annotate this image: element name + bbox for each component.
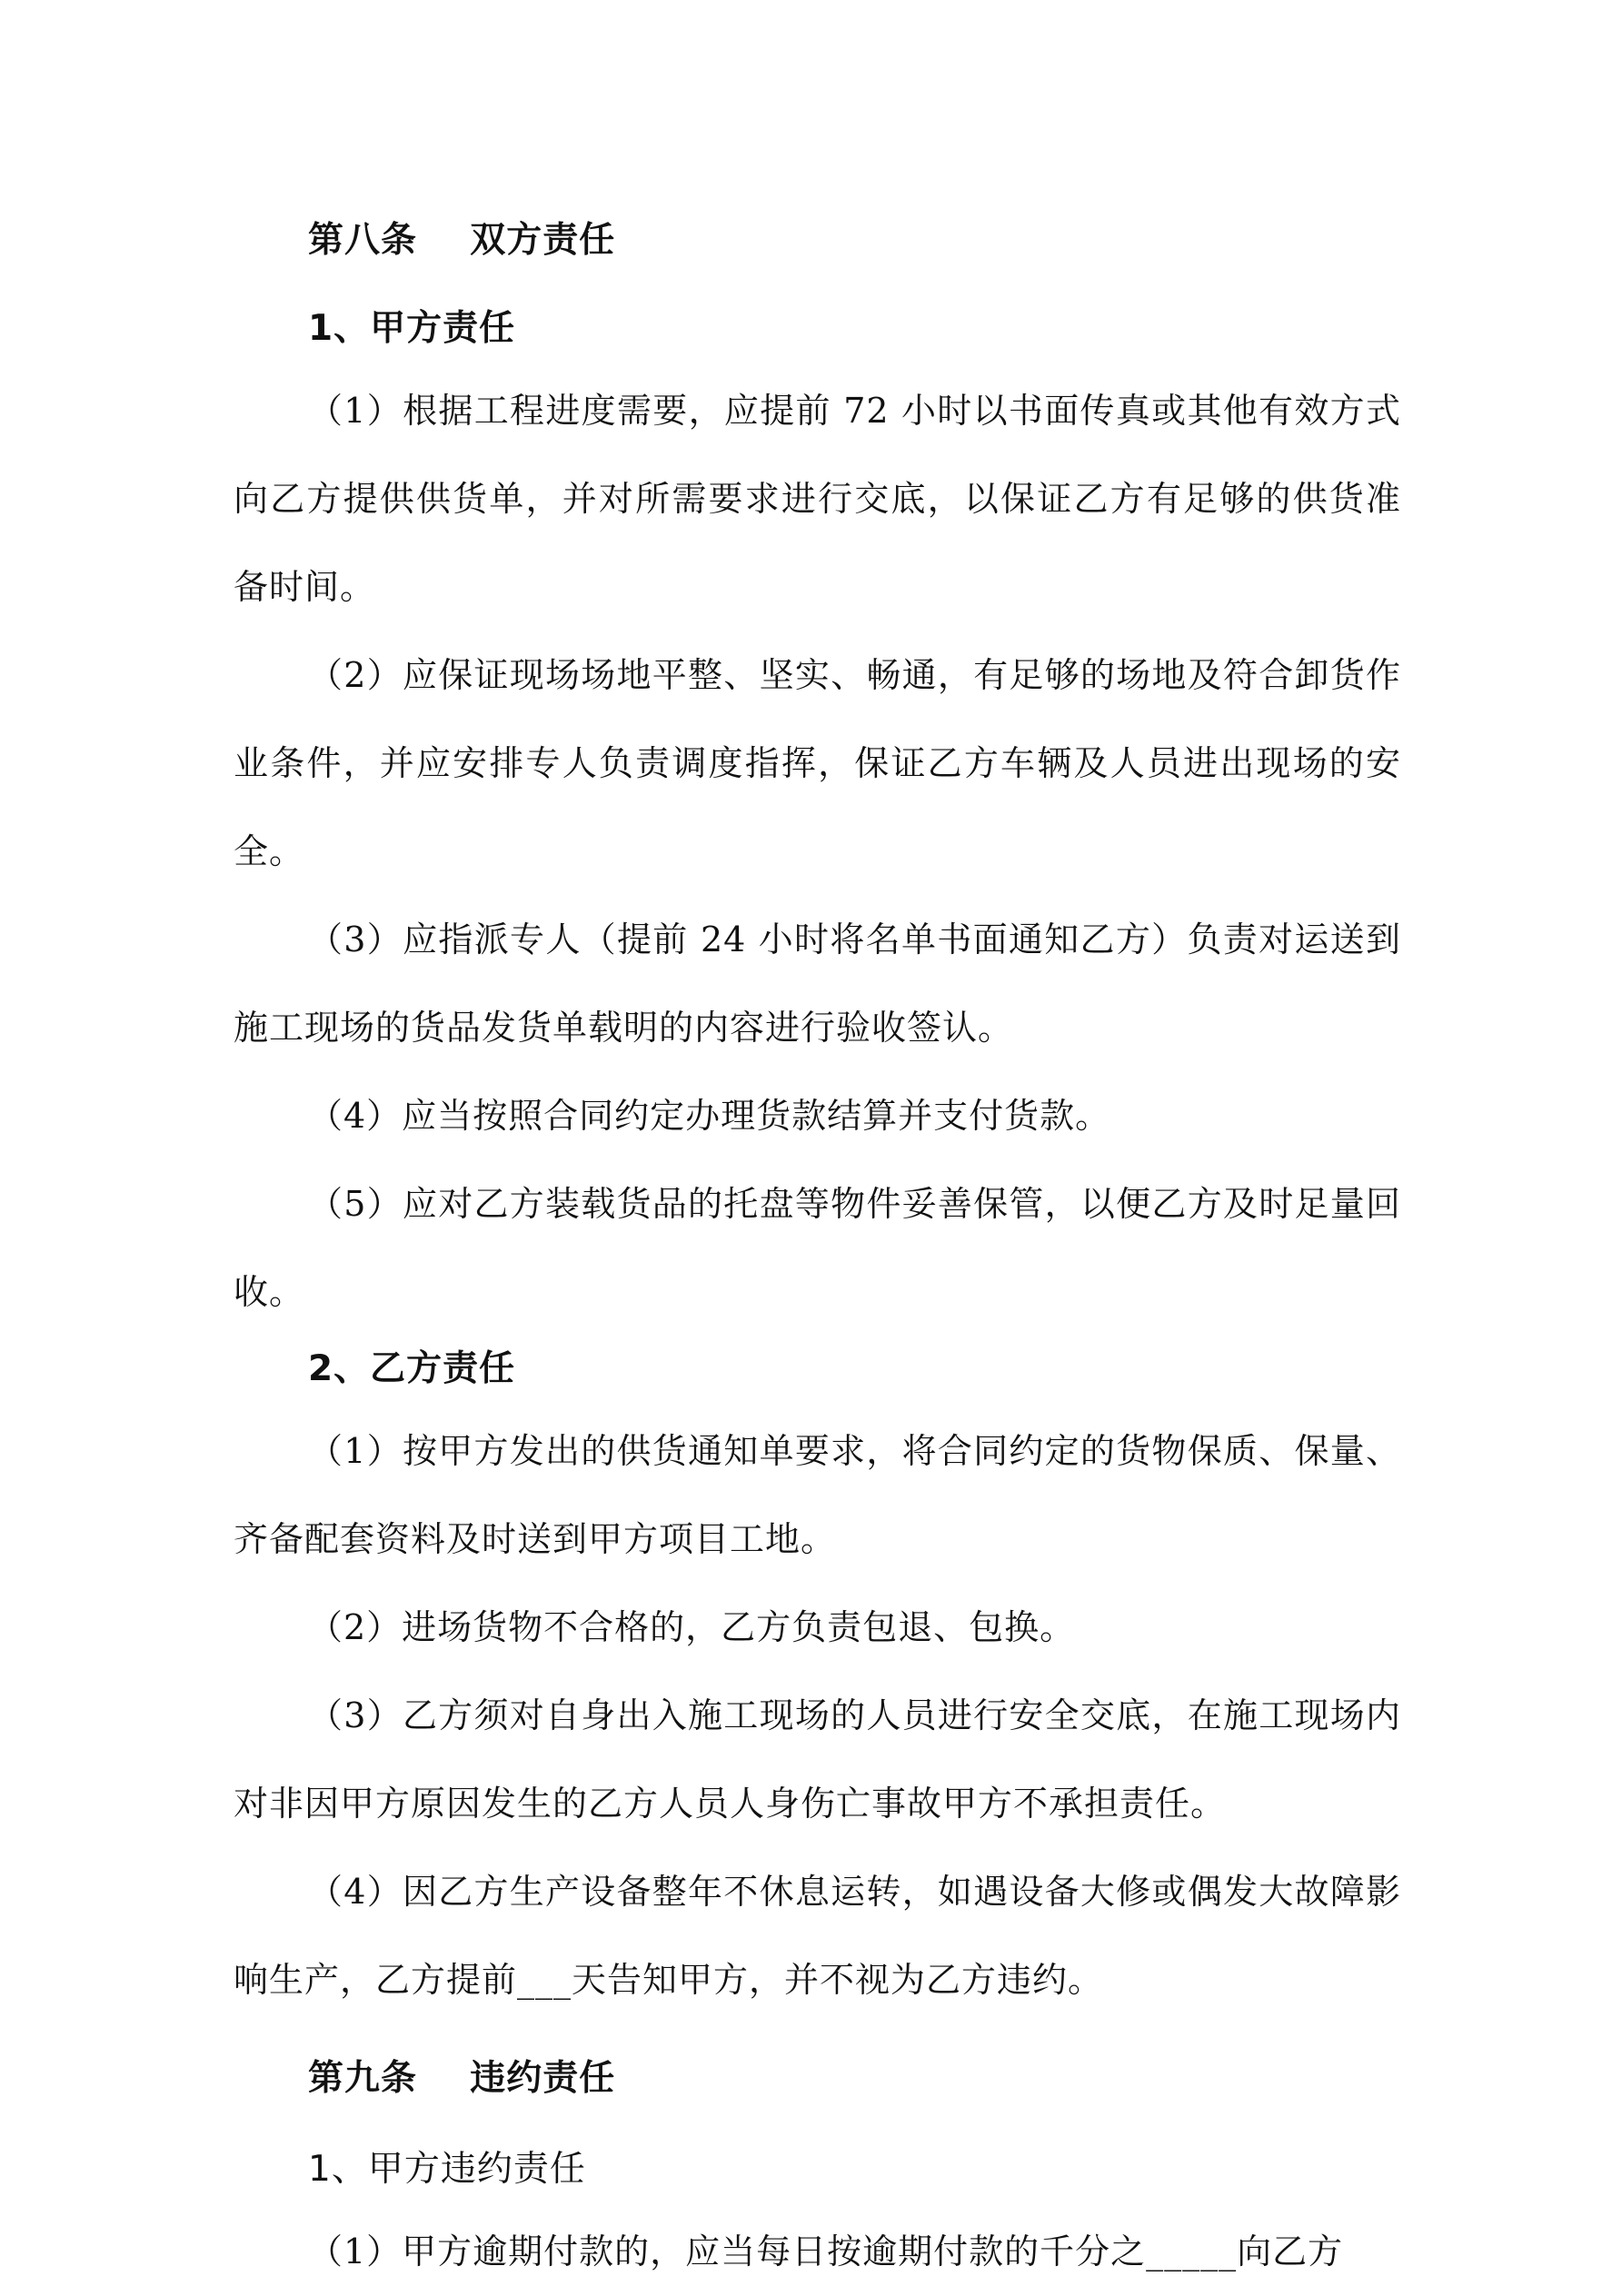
party-a-breach-heading: 1、甲方违约责任 [308, 2149, 586, 2190]
party-b-duties-heading: 2、乙方责任 [308, 1348, 516, 1389]
party-a-duty-5: （5）应对乙方装载货品的托盘等物件妥善保管，以便乙方及时足量回收。 [234, 1184, 1401, 1312]
party-b-duty-1: （1）按甲方发出的供货通知单要求，将合同约定的货物保质、保量、齐备配套资料及时送到甲方项目工地。 [234, 1431, 1401, 1559]
party-a-duty-4: （4）应当按照合同约定办理货款结算并支付货款。 [308, 1096, 1111, 1136]
party-a-duty-3: （3）应指派专人（提前 24 小时将名单书面通知乙方）负责对运送到施工现场的货品发货单载明的内容进行验收签认。 [234, 919, 1401, 1048]
party-b-duty-2: （2）进场货物不合格的，乙方负责包退、包换。 [308, 1607, 1076, 1647]
party-a-duty-1: （1）根据工程进度需要，应提前 72 小时以书面传真或其他有效方式向乙方提供供货单，并对所需要求进行交底，以保证乙方有足够的供货准备时间。 [234, 391, 1401, 607]
document-content [234, 214, 1401, 2296]
party-b-duty-3: （3）乙方须对自身出入施工现场的人员进行安全交底，在施工现场内对非因甲方原因发生的乙方人员人身伤亡事故甲方不承担责任。 [234, 1695, 1401, 1824]
party-a-duties-heading: 1、甲方责任 [308, 308, 516, 349]
party-a-breach-1: （1）甲方逾期付款的，应当每日按逾期付款的千分之_____向乙方 [308, 2231, 1344, 2271]
party-b-duty-4: （4）因乙方生产设备整年不休息运转，如遇设备大修或偶发大故障影响生产，乙方提前___天告知甲方，并不视为乙方违约。 [234, 1872, 1401, 2000]
article-9-title: 第九条 违约责任 [308, 2058, 616, 2099]
article-8-title: 第八条 双方责任 [308, 220, 616, 261]
party-a-duty-2: （2）应保证现场场地平整、坚实、畅通，有足够的场地及符合卸货作业条件，并应安排专人负责调度指挥，保证乙方车辆及人员进出现场的安全。 [234, 655, 1401, 871]
